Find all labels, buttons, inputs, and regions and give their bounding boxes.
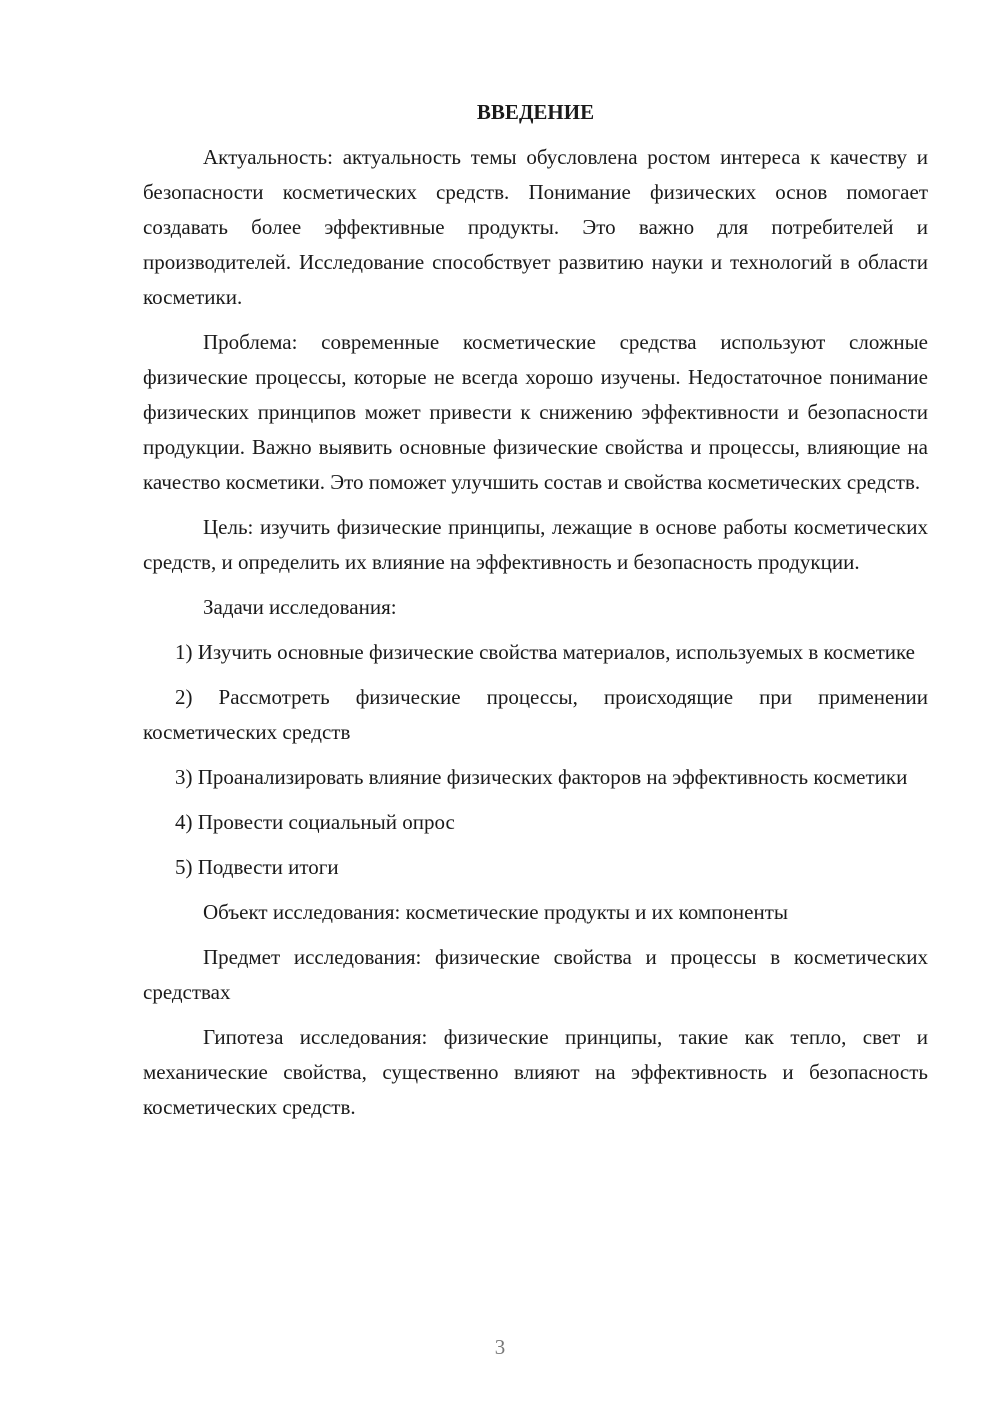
relevance-paragraph: Актуальность: актуальность темы обусловлена ростом интереса к качеству и безопасности косметических средств. Понимание физических основ помогает создавать более эффективные продукты. Это важно для потребителей и производителей. Исследование способствует развитию науки и технологий в области косметики.	[143, 145, 928, 309]
task-item: 1) Изучить основные физические свойства материалов, используемых в косметике	[175, 640, 915, 664]
task-item: 5) Подвести итоги	[175, 855, 339, 879]
section-title: ВВЕДЕНИЕ	[476, 100, 595, 124]
hypothesis-paragraph: Гипотеза исследования: физические принципы, такие как тепло, свет и механические свойства, существенно влияют на эффективность и безопасность косметических средств.	[143, 1025, 928, 1119]
task-item: 3) Проанализировать влияние физических факторов на эффективность косметики	[175, 765, 908, 789]
goal-paragraph: Цель: изучить физические принципы, лежащие в основе работы косметических средств, и определить их влияние на эффективность и безопасность продукции.	[143, 515, 928, 574]
tasks-list	[143, 635, 928, 885]
task-item: 4) Провести социальный опрос	[175, 810, 455, 834]
tasks-heading: Задачи исследования:	[203, 595, 397, 619]
problem-paragraph: Проблема: современные косметические средства используют сложные физические процессы, которые не всегда хорошо изучены. Недостаточное понимание физических принципов может привести к снижению эффективности и безопасности продукции. Важно выявить основные физические свойства и процессы, влияющие на качество косметики. Это поможет улучшить состав и свойства косметических средств.	[143, 330, 928, 494]
task-item: 2) Рассмотреть физические процессы, происходящие при применении косметических средств	[143, 685, 928, 744]
page-number: 3	[494, 1335, 506, 1359]
subject-paragraph: Предмет исследования: физические свойства и процессы в косметических средствах	[143, 945, 928, 1004]
document-page	[143, 95, 928, 1135]
object-paragraph: Объект исследования: косметические продукты и их компоненты	[203, 900, 788, 924]
